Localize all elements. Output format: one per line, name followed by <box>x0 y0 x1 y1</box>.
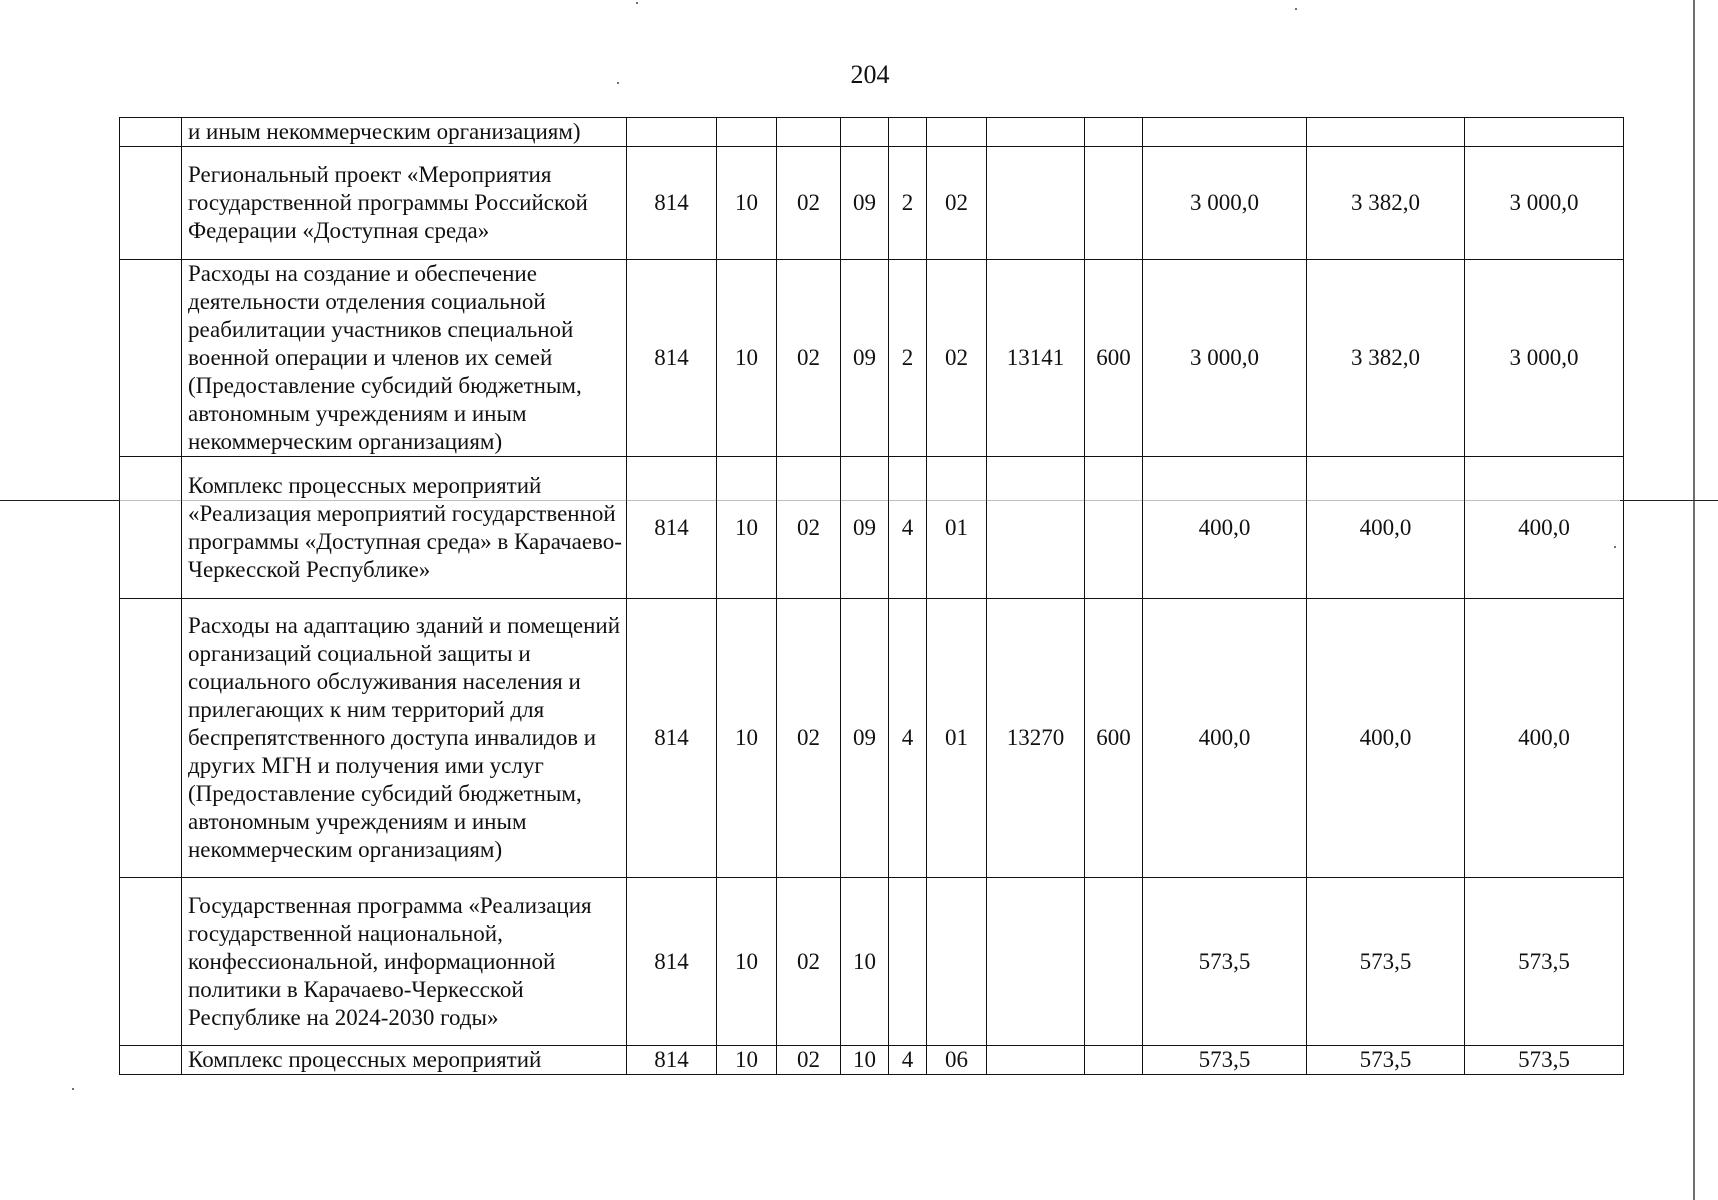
program-code: 10 <box>841 1046 889 1075</box>
grbs-code <box>627 118 717 147</box>
subsection-code: 02 <box>777 1046 841 1075</box>
amount-year-1: 3 000,0 <box>1143 147 1307 260</box>
amount-year-2: 3 382,0 <box>1307 260 1465 457</box>
grbs-code: 814 <box>627 599 717 878</box>
amount-year-3: 3 000,0 <box>1465 147 1624 260</box>
program-code: 09 <box>841 147 889 260</box>
scan-speck <box>1295 8 1297 10</box>
program-code <box>841 118 889 147</box>
page-number: 204 <box>850 60 890 89</box>
amount-year-2: 400,0 <box>1307 599 1465 878</box>
program-code: 09 <box>841 457 889 599</box>
amount-year-2: 3 382,0 <box>1307 147 1465 260</box>
program-code: 09 <box>841 260 889 457</box>
section-code <box>717 118 777 147</box>
subsection-code: 02 <box>777 457 841 599</box>
scan-artifact-line <box>0 500 120 501</box>
amount-year-2 <box>1307 118 1465 147</box>
structure-type-code: 4 <box>889 457 927 599</box>
amount-year-3: 573,5 <box>1465 878 1624 1046</box>
amount-year-3: 573,5 <box>1465 1046 1624 1075</box>
expense-type-code <box>1085 878 1143 1046</box>
table-row <box>120 118 1624 147</box>
section-code: 10 <box>717 147 777 260</box>
amount-year-1: 3 000,0 <box>1143 260 1307 457</box>
structure-type-code: 4 <box>889 1046 927 1075</box>
table-row <box>120 1046 1624 1075</box>
amount-year-1: 400,0 <box>1143 599 1307 878</box>
expense-direction-code: 13141 <box>987 260 1085 457</box>
amount-year-3 <box>1465 118 1624 147</box>
subsection-code: 02 <box>777 147 841 260</box>
scan-speck <box>72 1088 74 1090</box>
grbs-code: 814 <box>627 147 717 260</box>
structure-type-code <box>889 118 927 147</box>
expense-direction-code <box>987 457 1085 599</box>
item-name: Комплекс процессных мероприятий «Реализация мероприятий государственной программы «Доступная среда» в Карачаево-Черкесской Республике» <box>182 457 627 599</box>
scan-speck <box>617 82 619 84</box>
page-edge-line <box>1693 0 1695 1200</box>
expense-direction-code <box>987 1046 1085 1075</box>
amount-year-1: 573,5 <box>1143 1046 1307 1075</box>
structure-type-code <box>889 878 927 1046</box>
expense-type-code <box>1085 147 1143 260</box>
section-code: 10 <box>717 878 777 1046</box>
program-code: 10 <box>841 878 889 1046</box>
subprogram-code <box>927 118 987 147</box>
row-number-cell <box>120 878 182 1046</box>
structure-type-code: 2 <box>889 260 927 457</box>
amount-year-1: 400,0 <box>1143 457 1307 599</box>
program-code: 09 <box>841 599 889 878</box>
amount-year-1 <box>1143 118 1307 147</box>
item-name: Расходы на создание и обеспечение деятельности отделения социальной реабилитации участников специальной военной операции и членов их семей (Предоставление субсидий бюджетным, автономным учреждениям и иным некоммерческим организациям) <box>182 260 627 457</box>
row-number-cell <box>120 457 182 599</box>
subprogram-code: 02 <box>927 260 987 457</box>
item-name: и иным некоммерческим организациям) <box>182 118 627 147</box>
subsection-code: 02 <box>777 878 841 1046</box>
expense-direction-code <box>987 118 1085 147</box>
table-row <box>120 878 1624 1046</box>
structure-type-code: 2 <box>889 147 927 260</box>
amount-year-3: 400,0 <box>1465 457 1624 599</box>
item-name: Государственная программа «Реализация государственной национальной, конфессиональной, информационной политики в Карачаево-Черкесской Республике на 2024-2030 годы» <box>182 878 627 1046</box>
amount-year-3: 400,0 <box>1465 599 1624 878</box>
row-number-cell <box>120 147 182 260</box>
scan-artifact-line <box>120 500 1620 501</box>
subprogram-code: 06 <box>927 1046 987 1075</box>
structure-type-code: 4 <box>889 599 927 878</box>
row-number-cell <box>120 260 182 457</box>
table-row <box>120 147 1624 260</box>
subsection-code: 02 <box>777 260 841 457</box>
subsection-code: 02 <box>777 599 841 878</box>
expense-direction-code <box>987 878 1085 1046</box>
subprogram-code <box>927 878 987 1046</box>
section-code: 10 <box>717 599 777 878</box>
amount-year-2: 400,0 <box>1307 457 1465 599</box>
table-row <box>120 260 1624 457</box>
subprogram-code: 01 <box>927 599 987 878</box>
grbs-code: 814 <box>627 1046 717 1075</box>
scan-speck <box>1614 546 1616 548</box>
scan-speck <box>636 2 638 4</box>
section-code: 10 <box>717 1046 777 1075</box>
amount-year-3: 3 000,0 <box>1465 260 1624 457</box>
grbs-code: 814 <box>627 457 717 599</box>
subsection-code <box>777 118 841 147</box>
grbs-code: 814 <box>627 260 717 457</box>
row-number-cell <box>120 599 182 878</box>
expense-direction-code: 13270 <box>987 599 1085 878</box>
expense-type-code <box>1085 118 1143 147</box>
expense-type-code: 600 <box>1085 260 1143 457</box>
grbs-code: 814 <box>627 878 717 1046</box>
section-code: 10 <box>717 457 777 599</box>
row-number-cell <box>120 1046 182 1075</box>
section-code: 10 <box>717 260 777 457</box>
subprogram-code: 02 <box>927 147 987 260</box>
budget-table <box>119 117 1624 1075</box>
table-row <box>120 457 1624 599</box>
amount-year-1: 573,5 <box>1143 878 1307 1046</box>
item-name: Региональный проект «Мероприятия государственной программы Российской Федерации «Доступная среда» <box>182 147 627 260</box>
item-name: Комплекс процессных мероприятий <box>182 1046 627 1075</box>
expense-type-code: 600 <box>1085 599 1143 878</box>
expense-direction-code <box>987 147 1085 260</box>
table-row <box>120 599 1624 878</box>
subprogram-code: 01 <box>927 457 987 599</box>
expense-type-code <box>1085 457 1143 599</box>
expense-type-code <box>1085 1046 1143 1075</box>
scan-artifact-line <box>1620 500 1718 501</box>
row-number-cell <box>120 118 182 147</box>
amount-year-2: 573,5 <box>1307 878 1465 1046</box>
item-name: Расходы на адаптацию зданий и помещений организаций социальной защиты и социального обслуживания населения и прилегающих к ним территорий для беспрепятственного доступа инвалидов и других МГН и получения ими услуг (Предоставление субсидий бюджетным, автономным учреждениям и иным некоммерческим организациям) <box>182 599 627 878</box>
amount-year-2: 573,5 <box>1307 1046 1465 1075</box>
